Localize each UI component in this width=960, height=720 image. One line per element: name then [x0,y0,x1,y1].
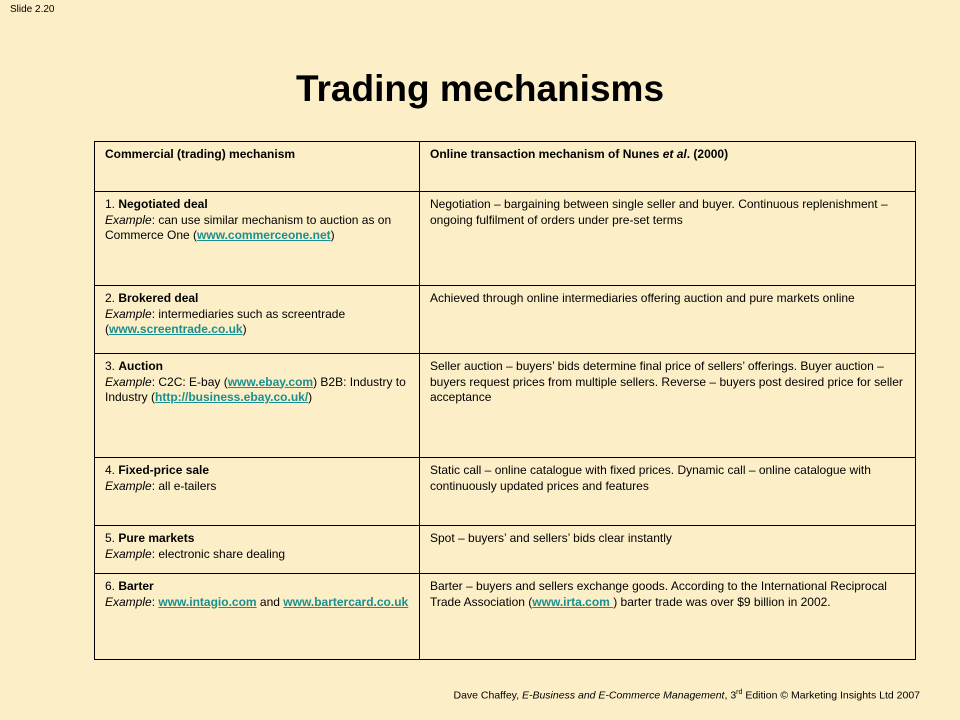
transaction-description: Negotiation – bargaining between single seller and buyer. Continuous replenishment – ongoing fulfilment of orders under pre-set terms [430,197,888,227]
example-text: : intermediaries such as screentrade ( [105,306,346,336]
header-col1-text: Commercial (trading) mechanism [105,147,296,161]
row-number: 4. [105,463,119,477]
transaction-description: Spot – buyers’ and sellers’ bids clear instantly [430,531,672,545]
table-row [95,354,916,458]
mechanism-name: Auction [118,359,164,373]
example-text-mid: ) B2B: Industry to Industry ( [105,374,406,404]
footer-book-title: E-Business and E-Commerce Management [521,689,725,702]
row-number: 6. [105,579,119,593]
slide-number: Slide 2.20 [10,4,55,15]
header-commercial-mechanism [95,142,420,192]
mechanism-name: Fixed-price sale [118,463,210,477]
mechanism-name: Negotiated deal [118,197,208,211]
header-col2-prefix: Online transaction mechanism of Nunes [430,147,663,161]
example-text-end: ) [308,390,313,404]
transaction-description-end: ) barter trade was over $9 billion in 2002. [613,594,831,609]
table-row [95,458,916,526]
business-ebay-link[interactable]: http://business.ebay.co.uk/ [155,390,309,404]
example-label: Example [105,212,152,227]
footer-edition: , 3 [724,689,737,702]
mechanism-name: Pure markets [118,531,195,545]
row-number: 5. [105,531,119,545]
example-label: Example [105,478,152,493]
screentrade-link[interactable]: www.screentrade.co.uk [109,322,243,336]
table-row [95,286,916,354]
example-label: Example [105,546,152,561]
footer-credit [453,689,920,702]
mechanism-name: Barter [118,579,154,593]
irta-link[interactable]: www.irta.com [532,594,614,609]
footer-edition-sup: rd [736,689,743,696]
footer-author: Dave Chaffey, [453,689,522,702]
table-row [95,574,916,660]
row-number: 3. [105,359,119,373]
example-text: : all e-tailers [151,478,217,493]
header-col2-suffix: . (2000) [686,147,729,161]
row-number: 2. [105,291,119,305]
table-row [95,526,916,574]
transaction-cell [420,354,916,458]
intagio-link[interactable]: www.intagio.com [158,594,257,609]
example-text: : can use similar mechanism to auction as on Commerce One ( [105,212,392,242]
example-label: Example [105,594,152,609]
header-col2-italic: et al [662,147,687,161]
mechanism-cell [95,458,420,526]
bartercard-link[interactable]: www.bartercard.co.uk [283,594,409,609]
transaction-cell [420,526,916,574]
table-row [95,192,916,286]
row-number: 1. [105,197,119,211]
mechanism-name: Brokered deal [118,291,199,305]
mechanism-cell [95,192,420,286]
transaction-description: Achieved through online intermediaries offering auction and pure markets online [430,291,855,305]
header-online-transaction [420,142,916,192]
mechanism-cell [95,574,420,660]
table-header-row [95,142,916,192]
transaction-description: Static call – online catalogue with fixed prices. Dynamic call – online catalogue with continuously updated prices and features [430,463,871,493]
example-label: Example [105,374,152,389]
transaction-description: Seller auction – buyers’ bids determine final price of sellers’ offerings. Buyer auction – buyers request prices from multiple sellers. Reverse – buyers post desired price for seller acceptance [430,359,903,404]
transaction-cell [420,458,916,526]
transaction-cell [420,192,916,286]
example-text: : [151,594,159,609]
example-text-end: ) [242,322,247,336]
example-text: : C2C: E-bay ( [151,374,228,389]
transaction-cell [420,574,916,660]
page-title: Trading mechanisms [295,68,665,109]
mechanism-cell [95,354,420,458]
mechanism-cell [95,526,420,574]
example-label: Example [105,306,152,321]
example-text-mid: and [256,594,284,609]
mechanism-cell [95,286,420,354]
example-text-end: ) [330,228,335,242]
transaction-cell [420,286,916,354]
trading-mechanisms-table [94,141,916,660]
transaction-description: Barter – buyers and sellers exchange goods. According to the International Reciprocal Trade Association ( [430,579,887,609]
commerceone-link[interactable]: www.commerceone.net [197,228,331,242]
ebay-link[interactable]: www.ebay.com [227,374,314,389]
example-text: : electronic share dealing [151,546,286,561]
footer-copyright: Edition © Marketing Insights Ltd 2007 [742,689,920,702]
